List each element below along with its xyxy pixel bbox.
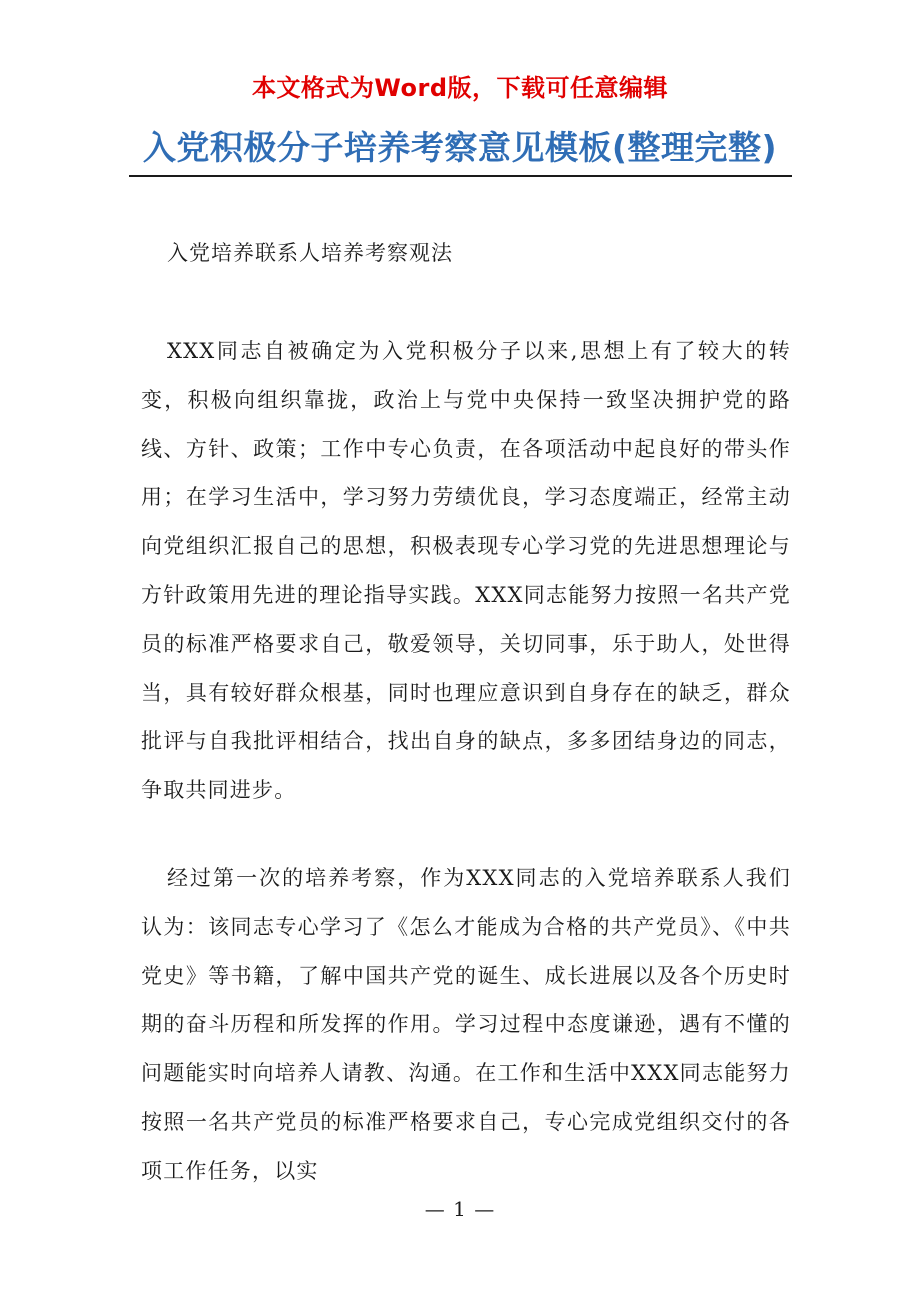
section-subheading: 入党培养联系人培养考察观法 (167, 241, 453, 265)
title-divider (129, 175, 792, 177)
document-title: 入党积极分子培养考察意见模板(整理完整) (142, 128, 778, 167)
page-number: — 1 — (424, 1197, 496, 1221)
format-banner: 本文格式为Word版，下载可任意编辑 (251, 74, 669, 102)
body-paragraph-1: XXX同志自被确定为入党积极分子以来,思想上有了较大的转变，积极向组织靠拢，政治上与党中央保持一致坚决拥护党的路线、方针、政策；工作中专心负责，在各项活动中起良好的带头作用；在学习生活中，学习努力劳绩优良，学习态度端正，经常主动向党组织汇报自己的思想，积极表现专心学习党的先进思想理论与方针政策用先进的理论指导实践。XXX同志能努力按照一名共产党员的标准严格要求自己，敬爱领导，关切同事，乐于助人，处世得当，具有较好群众根基，同时也理应意识到自身存在的缺乏，群众批评与自我批评相结合，找出自身的缺点，多多团结身边的同志，争取共同进步。 (141, 339, 791, 803)
body-paragraph-2: 经过第一次的培养考察，作为XXX同志的入党培养联系人我们认为：该同志专心学习了《怎么才能成为合格的共产党员》、《中共党史》等书籍，了解中国共产党的诞生、成长进展以及各个历史时期的奋斗历程和所发挥的作用。学习过程中态度谦逊，遇有不懂的问题能实时向培养人请教、沟通。在工作和生活中XXX同志能努力按照一名共产党员的标准严格要求自己，专心完成党组织交付的各项工作任务，以实 (141, 866, 791, 1183)
